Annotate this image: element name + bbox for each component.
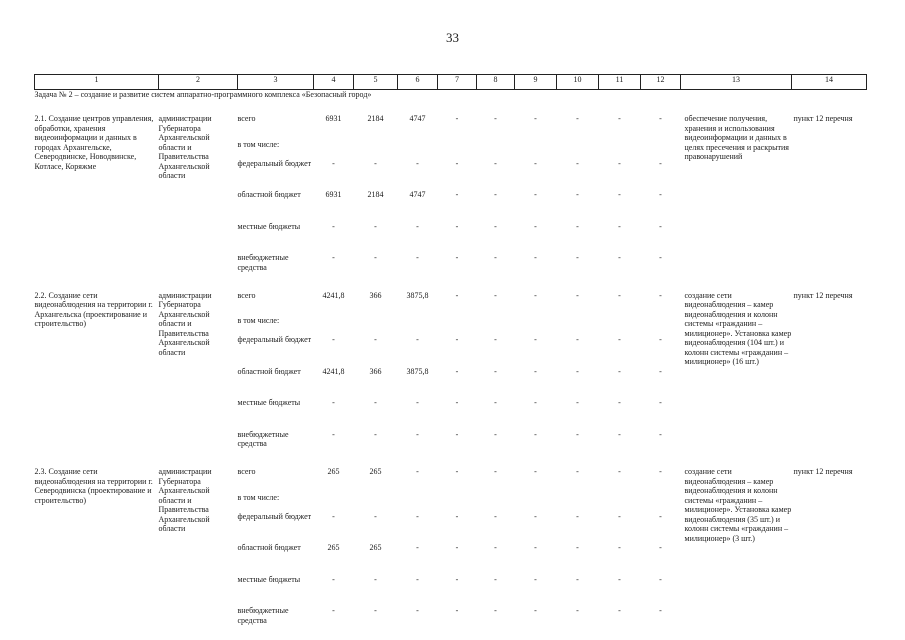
column-header: 13 [681, 75, 792, 90]
amount-cell: - [332, 158, 335, 168]
amount-cell: - [455, 253, 459, 262]
amount-cell: - [374, 398, 377, 407]
funding-row [35, 285, 867, 317]
amount-cell: - [374, 335, 377, 344]
amount-cell: - [618, 574, 621, 584]
amount-cell: - [455, 221, 459, 231]
amount-cell: - [332, 429, 335, 439]
column-header: 12 [641, 75, 681, 90]
task-row [35, 90, 867, 109]
amount-cell: - [659, 190, 662, 199]
amount-cell: - [455, 290, 459, 300]
amount-cell: - [455, 429, 459, 439]
amount-cell: 6931 [325, 190, 342, 199]
measure-name: 2.1. Создание центров управления, обработки, хранения видеоинформации и данных в городах Архангельске, Северодвинске, Новодвинске, Котласе, Коряжме [34, 114, 154, 171]
amount-cell: - [618, 511, 621, 521]
amount-cell: - [659, 429, 662, 439]
amount-cell: - [374, 606, 377, 615]
column-header: 8 [477, 75, 515, 90]
amount-cell: - [576, 190, 579, 199]
amount-cell: - [576, 114, 579, 123]
amount-cell [438, 493, 477, 512]
amount-cell [515, 316, 557, 335]
amount-cell [314, 316, 354, 335]
amount-cell: - [618, 467, 621, 476]
amount-cell: - [618, 221, 621, 231]
amount-cell [599, 493, 641, 512]
funding-source: местные бюджеты [237, 574, 301, 584]
amount-cell: - [416, 335, 419, 344]
amount-cell [557, 493, 599, 512]
amount-cell: - [494, 290, 497, 300]
amount-cell: 3875,8 [406, 366, 429, 376]
task-title: Задача № 2 – создание и развитие систем аппаратно-программного комплекса «Безопасный город» [34, 90, 372, 99]
funding-row [35, 461, 867, 493]
amount-cell: 4241,8 [322, 290, 345, 300]
funding-source: всего [237, 290, 256, 300]
amount-cell: - [455, 574, 459, 584]
amount-cell [515, 140, 557, 159]
column-header: 1 [35, 75, 159, 90]
amount-cell [314, 493, 354, 512]
amount-cell: - [494, 398, 497, 407]
amount-cell: - [534, 158, 537, 168]
amount-cell: - [416, 398, 419, 407]
amount-cell: - [659, 467, 662, 476]
amount-cell: 265 [369, 543, 382, 552]
amount-cell: - [494, 511, 497, 521]
amount-cell: 265 [327, 543, 340, 552]
amount-cell: 6931 [325, 114, 342, 123]
amount-cell: - [374, 511, 377, 521]
amount-cell: - [659, 335, 662, 344]
amount-cell: - [659, 543, 662, 552]
expected-result: обеспечение получения, хранения и использования видеоинформации и данных в целях пресечения и раскрытия правонарушений [684, 114, 789, 161]
program-table-container [34, 74, 866, 638]
amount-cell: - [332, 511, 335, 521]
column-header: 6 [398, 75, 438, 90]
amount-cell: - [455, 511, 459, 521]
amount-cell: - [534, 114, 537, 123]
amount-cell: - [374, 253, 377, 262]
column-header: 5 [354, 75, 398, 90]
amount-cell: - [534, 511, 537, 521]
amount-cell: - [534, 606, 537, 615]
amount-cell: - [618, 543, 621, 552]
amount-cell: 265 [369, 467, 382, 476]
amount-cell: - [576, 221, 579, 231]
amount-cell: - [576, 467, 579, 476]
amount-cell: - [494, 574, 497, 584]
amount-cell: - [576, 290, 579, 300]
amount-cell: - [455, 366, 459, 376]
amount-cell [354, 493, 398, 512]
amount-cell: 265 [327, 467, 340, 476]
amount-cell: - [416, 543, 419, 552]
amount-cell: - [576, 511, 579, 521]
amount-cell: - [455, 398, 459, 407]
amount-cell [398, 316, 438, 335]
amount-cell: - [659, 290, 662, 300]
amount-cell: - [659, 398, 662, 407]
amount-cell: - [659, 158, 662, 168]
amount-cell: - [534, 467, 537, 476]
amount-cell [641, 493, 681, 512]
amount-cell: - [416, 467, 419, 476]
amount-cell: 4747 [409, 190, 426, 199]
executor: администрации Губернатора Архангельской области и Правительства Архангельской области [158, 467, 212, 533]
amount-cell: - [534, 398, 537, 407]
amount-cell [557, 140, 599, 159]
amount-cell [477, 316, 515, 335]
amount-cell: - [416, 429, 419, 439]
amount-cell [477, 493, 515, 512]
amount-cell: - [416, 511, 419, 521]
amount-cell [398, 140, 438, 159]
executor: администрации Губернатора Архангельской области и Правительства Архангельской области [158, 114, 212, 180]
amount-cell: - [659, 221, 662, 231]
funding-source: местные бюджеты [237, 221, 301, 231]
funding-source: всего [237, 114, 256, 123]
amount-cell: - [576, 158, 579, 168]
amount-cell: - [455, 114, 459, 123]
measure-name: 2.3. Создание сети видеонаблюдения на территории г. Северодвинска (проектирование и строительство) [34, 467, 153, 505]
amount-cell [599, 140, 641, 159]
amount-cell: - [576, 543, 579, 552]
amount-cell: - [576, 429, 579, 439]
amount-cell: - [416, 221, 419, 231]
column-header: 2 [159, 75, 238, 90]
amount-cell [599, 316, 641, 335]
amount-cell: - [455, 158, 459, 168]
amount-cell: 2184 [367, 190, 384, 199]
amount-cell [641, 140, 681, 159]
amount-cell: - [494, 467, 497, 476]
page-number: 33 [446, 30, 459, 45]
amount-cell: - [374, 429, 377, 439]
amount-cell: - [618, 114, 621, 123]
amount-cell: - [659, 253, 662, 262]
reference: пункт 12 перечня [793, 114, 853, 123]
amount-cell: - [494, 606, 497, 615]
amount-cell: - [332, 221, 335, 231]
column-header: 7 [438, 75, 477, 90]
amount-cell: - [576, 366, 579, 376]
funding-source: внебюджетные средства [237, 429, 289, 448]
funding-source: областной бюджет [237, 543, 301, 552]
amount-cell: - [494, 366, 497, 376]
funding-source: областной бюджет [237, 366, 301, 376]
amount-cell: - [534, 221, 537, 231]
program-table [34, 74, 867, 638]
amount-cell: 366 [369, 366, 382, 376]
expected-result: создание сети видеонаблюдения – камер видеонаблюдения и колонн системы «гражданин – милиционер». Установка камер видеонаблюдения (104 шт.) и колонн системы «гражданин – милиционер» (16 шт.) [684, 290, 792, 366]
amount-cell: - [494, 190, 497, 199]
amount-cell: - [659, 511, 662, 521]
amount-cell: 3875,8 [406, 290, 429, 300]
column-header: 9 [515, 75, 557, 90]
reference: пункт 12 перечня [793, 467, 853, 476]
amount-cell: - [494, 429, 497, 439]
amount-cell: - [618, 335, 621, 344]
amount-cell [354, 316, 398, 335]
amount-cell: - [618, 366, 621, 376]
amount-cell: - [618, 290, 621, 300]
amount-cell: 366 [369, 290, 382, 300]
amount-cell: - [659, 366, 662, 376]
amount-cell: - [618, 429, 621, 439]
amount-cell: - [494, 221, 497, 231]
amount-cell: - [455, 543, 459, 552]
funding-source: в том числе: [237, 492, 280, 502]
amount-cell: - [332, 253, 335, 262]
amount-cell: - [374, 221, 377, 231]
amount-cell: - [659, 114, 662, 123]
amount-cell: - [534, 290, 537, 300]
column-header: 3 [238, 75, 314, 90]
amount-cell: - [494, 253, 497, 262]
measure-name: 2.2. Создание сети видеонаблюдения на территории г. Архангельска (проектирование и строительство) [34, 290, 153, 328]
amount-cell: - [576, 606, 579, 615]
amount-cell: - [534, 366, 537, 376]
amount-cell: - [618, 606, 621, 615]
column-header: 14 [792, 75, 867, 90]
column-header: 4 [314, 75, 354, 90]
funding-source: областной бюджет [237, 190, 301, 199]
amount-cell: - [618, 190, 621, 199]
amount-cell: - [618, 158, 621, 168]
amount-cell: - [659, 606, 662, 615]
amount-cell: - [416, 253, 419, 262]
amount-cell [398, 493, 438, 512]
funding-source: внебюджетные средства [237, 253, 289, 272]
funding-source: федеральный бюджет [237, 158, 312, 168]
funding-source: местные бюджеты [237, 398, 301, 407]
amount-cell [477, 140, 515, 159]
amount-cell: - [534, 429, 537, 439]
amount-cell: - [455, 190, 459, 199]
amount-cell: - [416, 606, 419, 615]
funding-source: внебюджетные средства [237, 606, 289, 625]
executor: администрации Губернатора Архангельской области и Правительства Архангельской области [158, 290, 212, 357]
amount-cell: - [374, 574, 377, 584]
amount-cell: - [332, 335, 335, 344]
amount-cell [438, 316, 477, 335]
amount-cell [314, 140, 354, 159]
amount-cell: - [332, 398, 335, 407]
amount-cell: - [618, 253, 621, 262]
amount-cell: - [534, 574, 537, 584]
amount-cell: - [659, 574, 662, 584]
amount-cell: - [455, 606, 459, 615]
expected-result: создание сети видеонаблюдения – камер видеонаблюдения и колонн системы «гражданин – милиционер». Установка камер видеонаблюдения (35 шт.) и колонн системы «гражданин – милиционер» (3 шт.) [684, 467, 792, 543]
amount-cell: - [494, 335, 497, 344]
amount-cell: - [576, 398, 579, 407]
amount-cell: - [576, 335, 579, 344]
amount-cell: - [455, 467, 459, 476]
amount-cell: - [534, 543, 537, 552]
column-number-header [35, 75, 867, 90]
amount-cell: - [534, 335, 537, 344]
funding-source: в том числе: [237, 139, 280, 149]
amount-cell: - [576, 574, 579, 584]
amount-cell: - [374, 158, 377, 168]
column-header: 10 [557, 75, 599, 90]
amount-cell: - [416, 574, 419, 584]
reference: пункт 12 перечня [793, 290, 853, 300]
amount-cell: 4747 [409, 114, 426, 123]
amount-cell: - [494, 114, 497, 123]
funding-source: федеральный бюджет [237, 335, 312, 344]
funding-source: федеральный бюджет [237, 511, 312, 521]
amount-cell: - [618, 398, 621, 407]
amount-cell: - [455, 335, 459, 344]
funding-row [35, 108, 867, 140]
amount-cell: - [416, 158, 419, 168]
amount-cell: 2184 [367, 114, 384, 123]
amount-cell: - [534, 190, 537, 199]
column-header: 11 [599, 75, 641, 90]
amount-cell: - [576, 253, 579, 262]
amount-cell: - [332, 574, 335, 584]
amount-cell: - [332, 606, 335, 615]
funding-source: в том числе: [237, 316, 280, 325]
funding-source: всего [237, 467, 256, 476]
amount-cell [354, 140, 398, 159]
amount-cell [557, 316, 599, 335]
amount-cell [641, 316, 681, 335]
amount-cell [515, 493, 557, 512]
amount-cell: - [494, 543, 497, 552]
amount-cell: 4241,8 [322, 366, 345, 376]
amount-cell [438, 140, 477, 159]
amount-cell: - [494, 158, 497, 168]
amount-cell: - [534, 253, 537, 262]
